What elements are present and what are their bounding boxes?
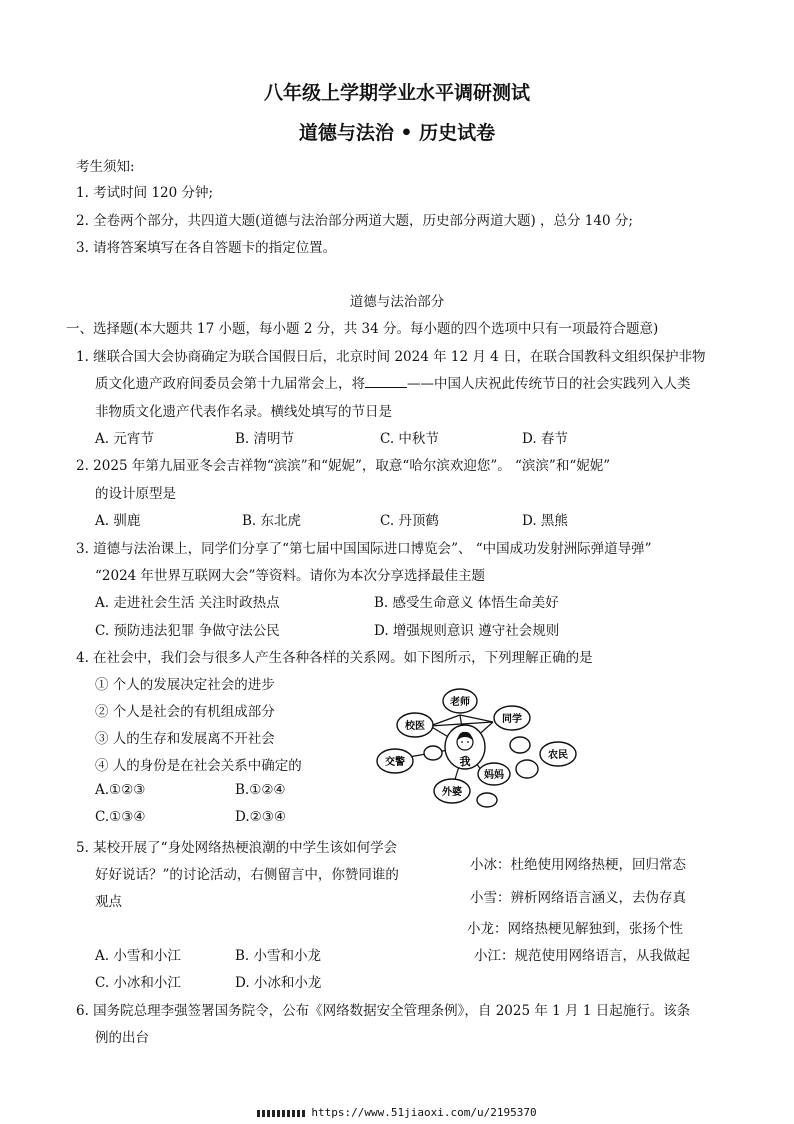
- option-a: A. 元宵节: [95, 431, 154, 447]
- option-b: B. 小雪和小龙: [235, 948, 322, 964]
- exam-title: 八年级上学期学业水平调研测试: [263, 82, 530, 104]
- answer-blank: [365, 375, 407, 388]
- center-label: 我: [459, 755, 471, 768]
- node-empty: [516, 760, 538, 778]
- option-d: D. 增强规则意识 遵守社会规则: [374, 623, 560, 639]
- node-label: 校医: [405, 721, 425, 732]
- question-3-line: “2024 年世界互联网大会”等资料。请你为本次分享选择最佳主题: [95, 568, 485, 584]
- comment-xiaoxue: 小雪：辨析网络语言涵义，去伪存真: [470, 890, 686, 906]
- question-3-line: 3. 道德与法治课上，同学们分享了“第七届中国国际进口博览会”、 “中国成功发射洲际弹道导弹”: [76, 541, 652, 557]
- option-c: C. 预防违法犯罪 争做守法公民: [95, 623, 280, 639]
- option-d: D. 春节: [522, 431, 568, 447]
- option-d: D. 黑熊: [522, 513, 568, 529]
- question-1-line: 1. 继联合国大会协商确定为联合国假日后，北京时间 2024 年 12 月 4 日，在联合国教科文组织保护非物: [76, 349, 706, 365]
- question-4-line: 4. 在社会中，我们会与很多人产生各种各样的关系网。如下图所示，下列理解正确的是: [76, 650, 593, 666]
- node-label: 老师: [450, 697, 470, 708]
- option-b: B. 感受生命意义 体悟生命美好: [374, 595, 559, 611]
- question-1-text: ——中国人庆祝此传统节日的社会实践列入人类: [407, 376, 691, 392]
- node-label: 交警: [385, 757, 405, 768]
- question-6-line: 6. 国务院总理李强签署国务院令，公布《网络数据安全管理条例》，自 2025 年 1 月 1 日起施行。该条: [76, 1003, 691, 1019]
- notice-item: 3. 请将答案填写在各自答题卡的指定位置。: [76, 240, 337, 256]
- option-d: D.②③④: [235, 809, 286, 825]
- statement-2: ② 个人是社会的有机组成部分: [95, 704, 275, 720]
- option-a: A. 走进社会生活 关注时政热点: [95, 595, 280, 611]
- footer: [0, 1106, 794, 1119]
- statement-4: ④ 人的身份是在社会关系中确定的: [95, 758, 302, 774]
- option-a: A.①②③: [95, 782, 146, 798]
- question-5-line: 观点: [95, 894, 122, 910]
- option-a: A. 小雪和小江: [95, 948, 181, 964]
- node-label: 同学: [502, 714, 522, 725]
- statement-1: ① 个人的发展决定社会的进步: [95, 677, 275, 693]
- node-label: 妈妈: [484, 770, 504, 781]
- footer-url[interactable]: https://www.51jiaoxi.com/u/2195370: [311, 1106, 537, 1119]
- section-title: 道德与法治部分: [349, 294, 445, 310]
- person-icon: [457, 732, 473, 750]
- question-2-line: 的设计原型是: [95, 486, 176, 502]
- question-2-line: 2. 2025 年第九届亚冬会吉祥物“滨滨”和“妮妮”，取意“哈尔滨欢迎您”。 “滨滨”和“妮妮”: [76, 458, 611, 474]
- notice-item: 2. 全卷两个部分，共四道大题(道德与法治部分两道大题，历史部分两道大题) ，总分 140 分;: [76, 213, 633, 229]
- node-empty: [424, 746, 442, 760]
- question-1-line: 非物质文化遗产代表作名录。横线处填写的节日是: [95, 404, 392, 420]
- question-6-line: 例的出台: [95, 1030, 149, 1046]
- option-b: B. 东北虎: [242, 513, 302, 529]
- comment-xiaolong: 小龙：网络热梗见解独到，张扬个性: [467, 921, 683, 937]
- comment-xiaobing: 小冰：杜绝使用网络热梗，回归常态: [470, 857, 686, 873]
- node-label: 外婆: [442, 787, 462, 798]
- option-d: D. 小冰和小龙: [235, 975, 322, 991]
- statement-3: ③ 人的生存和发展离不开社会: [95, 731, 275, 747]
- node-label: 农民: [548, 750, 568, 761]
- option-c: C.①③④: [95, 809, 146, 825]
- question-1-line: [95, 372, 691, 392]
- notice-item: 1. 考试时间 120 分钟;: [76, 185, 214, 201]
- option-c: C. 小冰和小江: [95, 975, 181, 991]
- site-logo-icon: [257, 1110, 305, 1117]
- part-heading: 一、选择题(本大题共 17 小题，每小题 2 分，共 34 分。每小题的四个选项中只有一项最符合题意): [66, 321, 659, 337]
- notice-heading: 考生须知:: [76, 159, 135, 175]
- option-b: B. 清明节: [235, 431, 295, 447]
- option-c: C. 中秋节: [380, 431, 439, 447]
- node-empty: [477, 793, 497, 807]
- question-5-line: 好好说话？”的讨论活动，右侧留言中，你赞同谁的: [95, 867, 399, 883]
- question-5-line: 5. 某校开展了“身处网络热梗浪潮的中学生该如何学会: [76, 840, 398, 856]
- option-b: B.①②④: [235, 782, 286, 798]
- relationship-diagram: [375, 685, 585, 810]
- comment-xiaojiang: 小江：规范使用网络语言，从我做起: [474, 948, 690, 964]
- question-1-text: 质文化遗产政府间委员会第十九届常会上，将: [95, 376, 365, 392]
- node-empty: [510, 737, 530, 753]
- exam-subtitle: 道德与法治 • 历史试卷: [298, 122, 496, 144]
- option-a: A. 驯鹿: [95, 513, 141, 529]
- option-c: C. 丹顶鹤: [380, 513, 439, 529]
